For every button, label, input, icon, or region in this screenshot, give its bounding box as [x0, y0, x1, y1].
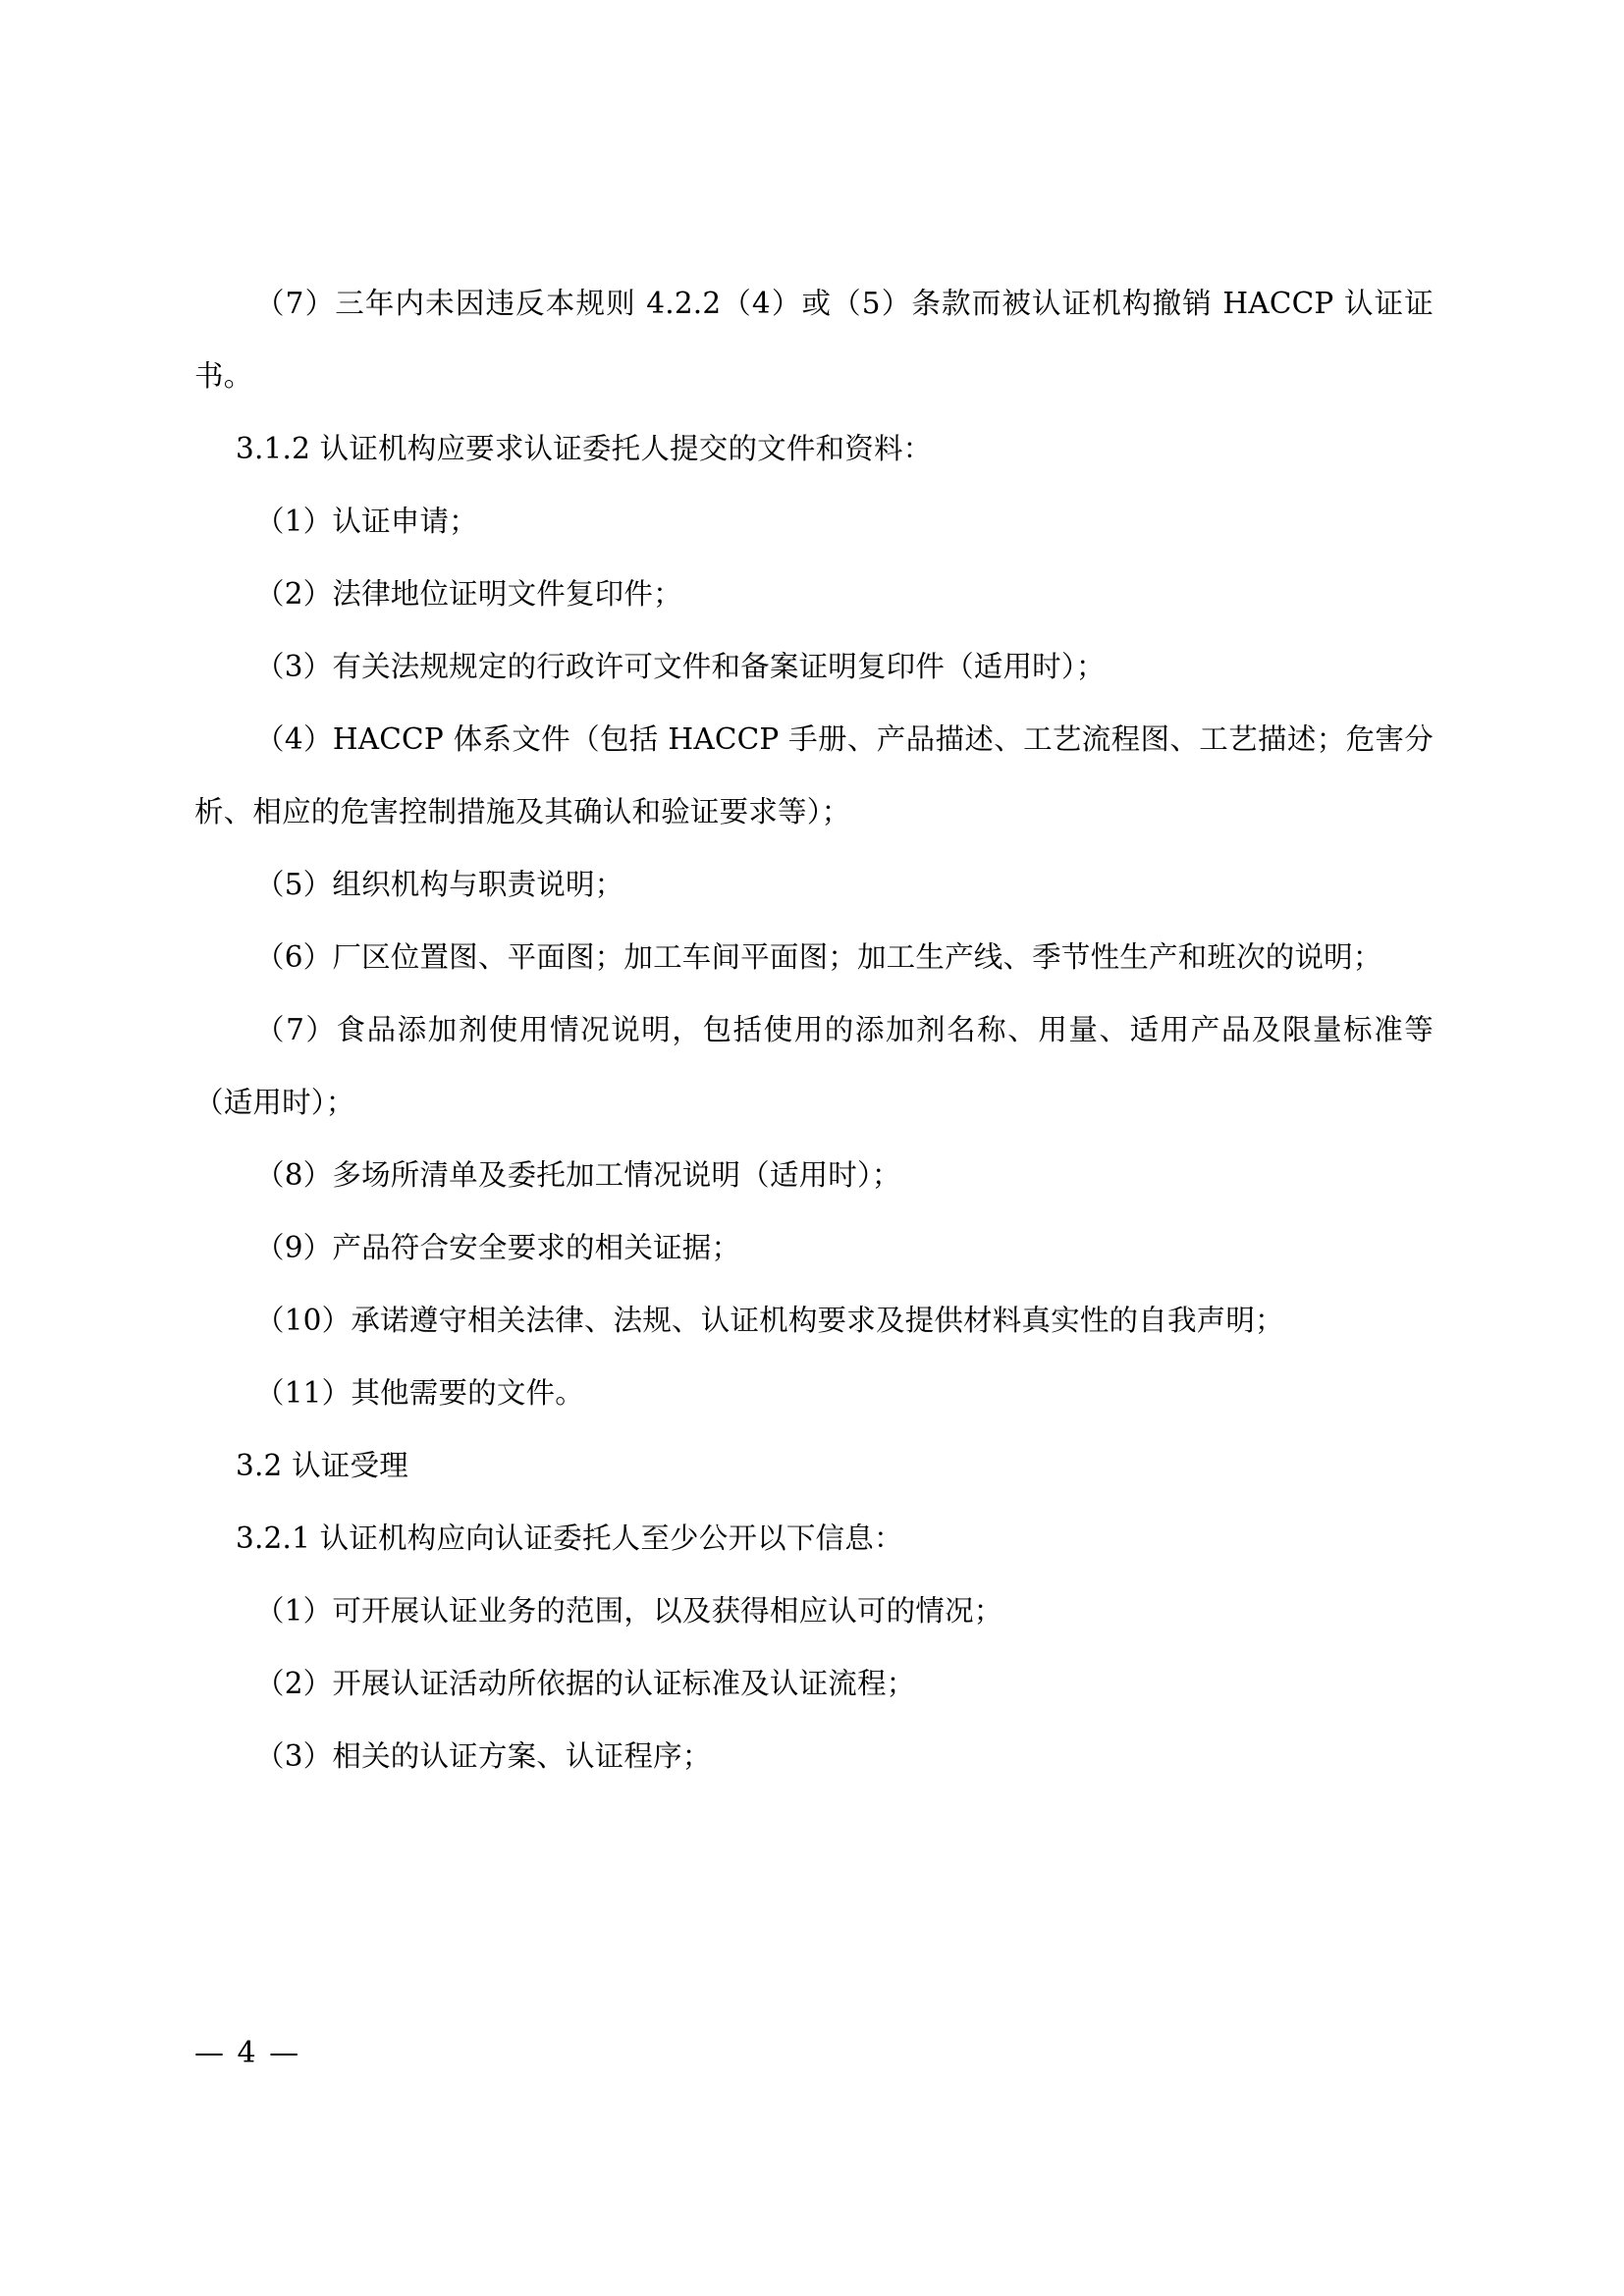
- paragraph: （11）其他需要的文件。: [255, 1376, 584, 1410]
- paragraph: （6）厂区位置图、平面图；加工车间平面图；加工生产线、季节性生产和班次的说明；: [255, 940, 1382, 974]
- paragraph: （7）食品添加剂使用情况说明，包括使用的添加剂名称、用量、适用产品及限量标准等（适用时）；: [194, 1013, 1434, 1119]
- paragraph: （7）三年内未因违反本规则 4.2.2（4）或（5）条款而被认证机构撤销 HACCP 认证证书。: [194, 287, 1434, 393]
- paragraph: （8）多场所清单及委托加工情况说明（适用时）；: [255, 1158, 901, 1192]
- paragraph: （9）产品符合安全要求的相关证据；: [255, 1231, 741, 1264]
- paragraph: （4）HACCP 体系文件（包括 HACCP 手册、产品描述、工艺流程图、工艺描述；危害分析、相应的危害控制措施及其确认和验证要求等）；: [194, 722, 1434, 828]
- paragraph: （3）相关的认证方案、认证程序；: [255, 1739, 712, 1773]
- paragraph: 3.2.1 认证机构应向认证委托人至少公开以下信息：: [236, 1522, 903, 1555]
- paragraph: 3.1.2 认证机构应要求认证委托人提交的文件和资料：: [236, 432, 933, 465]
- page-number: — 4 —: [194, 2036, 301, 2070]
- paragraph: （2）法律地位证明文件复印件；: [255, 577, 682, 611]
- paragraph: （2）开展认证活动所依据的认证标准及认证流程；: [255, 1667, 916, 1700]
- paragraph: （10）承诺遵守相关法律、法规、认证机构要求及提供材料真实性的自我声明；: [255, 1304, 1284, 1337]
- paragraph: （3）有关法规规定的行政许可文件和备案证明复印件（适用时）；: [255, 650, 1106, 683]
- paragraph: 3.2 认证受理: [236, 1449, 408, 1482]
- document-body: [194, 267, 1434, 1792]
- paragraph: （1）可开展认证业务的范围，以及获得相应认可的情况；: [255, 1594, 1003, 1628]
- paragraph: （5）组织机构与职责说明；: [255, 868, 624, 901]
- paragraph: （1）认证申请；: [255, 505, 478, 538]
